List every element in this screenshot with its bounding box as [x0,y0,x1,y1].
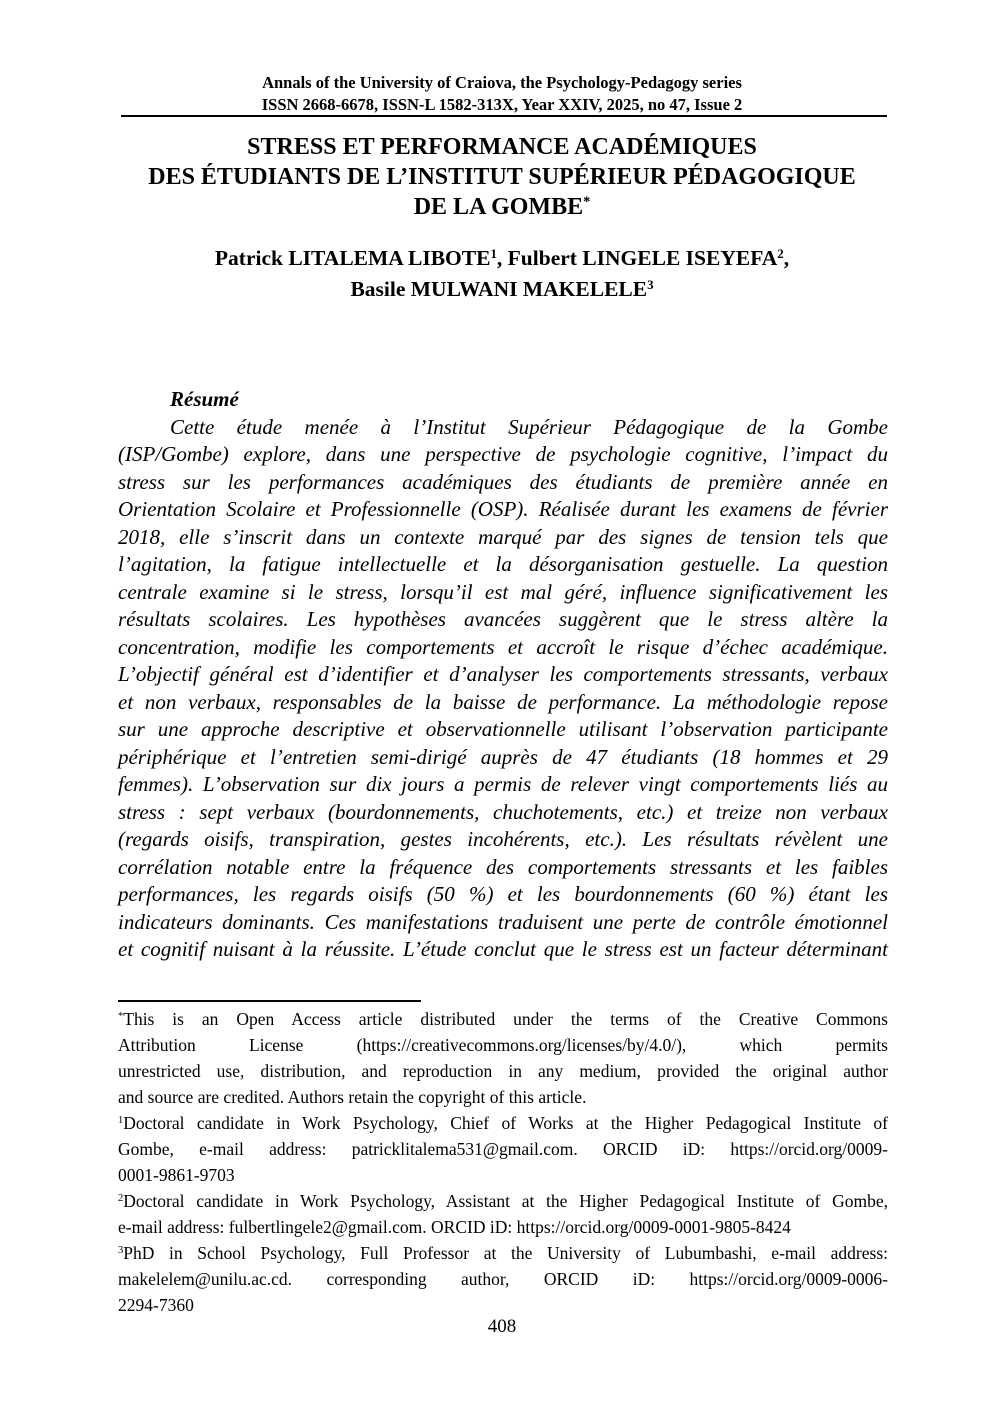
abstract-line: centrale examine si le stress, lorsqu’il est mal géré, influence significativement les [118,579,888,604]
issn-line: ISSN 2668-6678, ISSN-L 1582-313X, Year XXIV, 2025, no 47, Issue 2 [261,95,743,114]
superscript-marker: 3 [118,1245,124,1257]
abstract-line: résultats scolaires. Les hypothèses avancées suggèrent que le stress altère la [118,607,888,631]
abstract-heading: Résumé [170,387,239,411]
abstract-line: femmes). L’observation sur dix jours a permis de relever vingt comportements liés au [118,772,888,796]
abstract-line: et cognitif nuisant à la réussite. L’étude conclut que le stress est un facteur déterminant [118,937,888,961]
footnote-line: Attribution License (https://creativecommons.org/licenses/by/4.0/), which permits [118,1035,888,1055]
footnote-line: 0001-9861-9703 [118,1165,235,1185]
footnote-line: makelelem@unilu.ac.cd. corresponding author, ORCID iD: https://orcid.org/0009-0006- [118,1269,888,1289]
superscript-marker: 2 [118,1193,124,1205]
footnote-line: $^2$Doctoral candidate in Work Psychology, Assistant at the Higher Pedagogical Institute of Gombe, [118,1191,888,1211]
abstract-line: (ISP/Gombe) explore, dans une perspective de psychologie cognitive, l’impact du [118,442,888,466]
abstract-line: (regards oisifs, transpiration, gestes incohérents, etc.). Les résultats révèlent une [118,827,888,851]
superscript-marker: 1 [118,1115,124,1127]
title-line: STRESS ET PERFORMANCE ACADÉMIQUES [247,134,757,160]
article-title [117,132,887,222]
footnote-line: and source are credited. Authors retain the copyright of this article. [118,1087,587,1107]
footnotes [118,1006,888,1318]
abstract-line: stress : sept verbaux (bourdonnements, chuchotements, etc.) et treize non verbaux [118,799,888,824]
journal-name: Annals of the University of Craiova, the Psychology-Pedagogy series [262,73,742,92]
abstract-line: concentration, modifie les comportements et accroît le risque d’échec académique. [118,634,888,659]
abstract-line: L’objectif général est d’identifier et d’analyser les comportements stressants, verbaux [118,662,888,686]
footnote-line: $^3$PhD in School Psychology, Full Professor at the University of Lubumbashi, e-mail address: [118,1243,888,1263]
superscript-marker: 1 [490,246,497,261]
abstract-line: Orientation Scolaire et Professionnelle (OSP). Réalisée durant les examens de février [118,497,888,521]
abstract-lines [118,414,888,964]
superscript-marker: 3 [647,277,654,292]
author-line: Basile MULWANI MAKELELE$^3$ [350,277,654,301]
abstract-line: indicateurs dominants. Ces manifestations traduisent une perte de contrôle émotionnel [118,909,888,934]
footnote-line: e-mail address: fulbertlingele2@gmail.com. ORCID iD: https://orcid.org/0009-0001-9805-8424 [118,1217,791,1237]
footnote-line: $^1$Doctoral candidate in Work Psychology, Chief of Works at the Higher Pedagogical Institute of [118,1113,888,1133]
abstract-section [118,386,888,964]
footnote-line: *This is an Open Access article distributed under the terms of the Creative Commons [118,1009,888,1029]
abstract-line: 2018, elle s’inscrit dans un contexte marqué par des signes de tension tels que [118,524,888,549]
title-line: DE LA GOMBE* [413,194,591,220]
footnote-line: Gombe, e-mail address: patricklitalema531@gmail.com. ORCID iD: https://orcid.org/0009- [118,1139,888,1159]
abstract-line: sur une approche descriptive et observationnelle utilisant l’observation participante [118,717,888,741]
footnote-line: unrestricted use, distribution, and reproduction in any medium, provided the original author [118,1061,888,1081]
footnote-line: 2294-7360 [118,1295,194,1315]
running-header [117,72,887,116]
header-rule [121,115,887,117]
abstract-line: corrélation notable entre la fréquence des comportements stressants et les faibles [118,854,888,879]
abstract-line: périphérique et l’entretien semi-dirigé auprès de 47 étudiants (18 hommes et 29 [118,744,888,769]
superscript-marker: * [583,194,591,211]
abstract-line: performances, les regards oisifs (50 %) et les bourdonnements (60 %) étant les [118,882,888,906]
author-line: Patrick LITALEMA LIBOTE$^1$, Fulbert LINGELE ISEYEFA$^2$, [214,246,790,270]
abstract-line: stress sur les performances académiques des étudiants de première année en [118,469,888,494]
superscript-marker: 2 [777,246,784,261]
footnote-separator [118,1000,421,1002]
authors [117,243,887,305]
superscript-marker: * [118,1011,124,1023]
abstract-line: et non verbaux, responsables de la baisse de performance. La méthodologie repose [118,689,888,714]
abstract-line: Cette étude menée à l’Institut Supérieur Pédagogique de la Gombe [170,414,888,439]
abstract-line: l’agitation, la fatigue intellectuelle et la désorganisation gestuelle. La question [118,552,888,576]
title-line: DES ÉTUDIANTS DE L’INSTITUT SUPÉRIEUR PÉDAGOGIQUE [148,164,856,190]
page-number: 408 [487,1316,517,1337]
